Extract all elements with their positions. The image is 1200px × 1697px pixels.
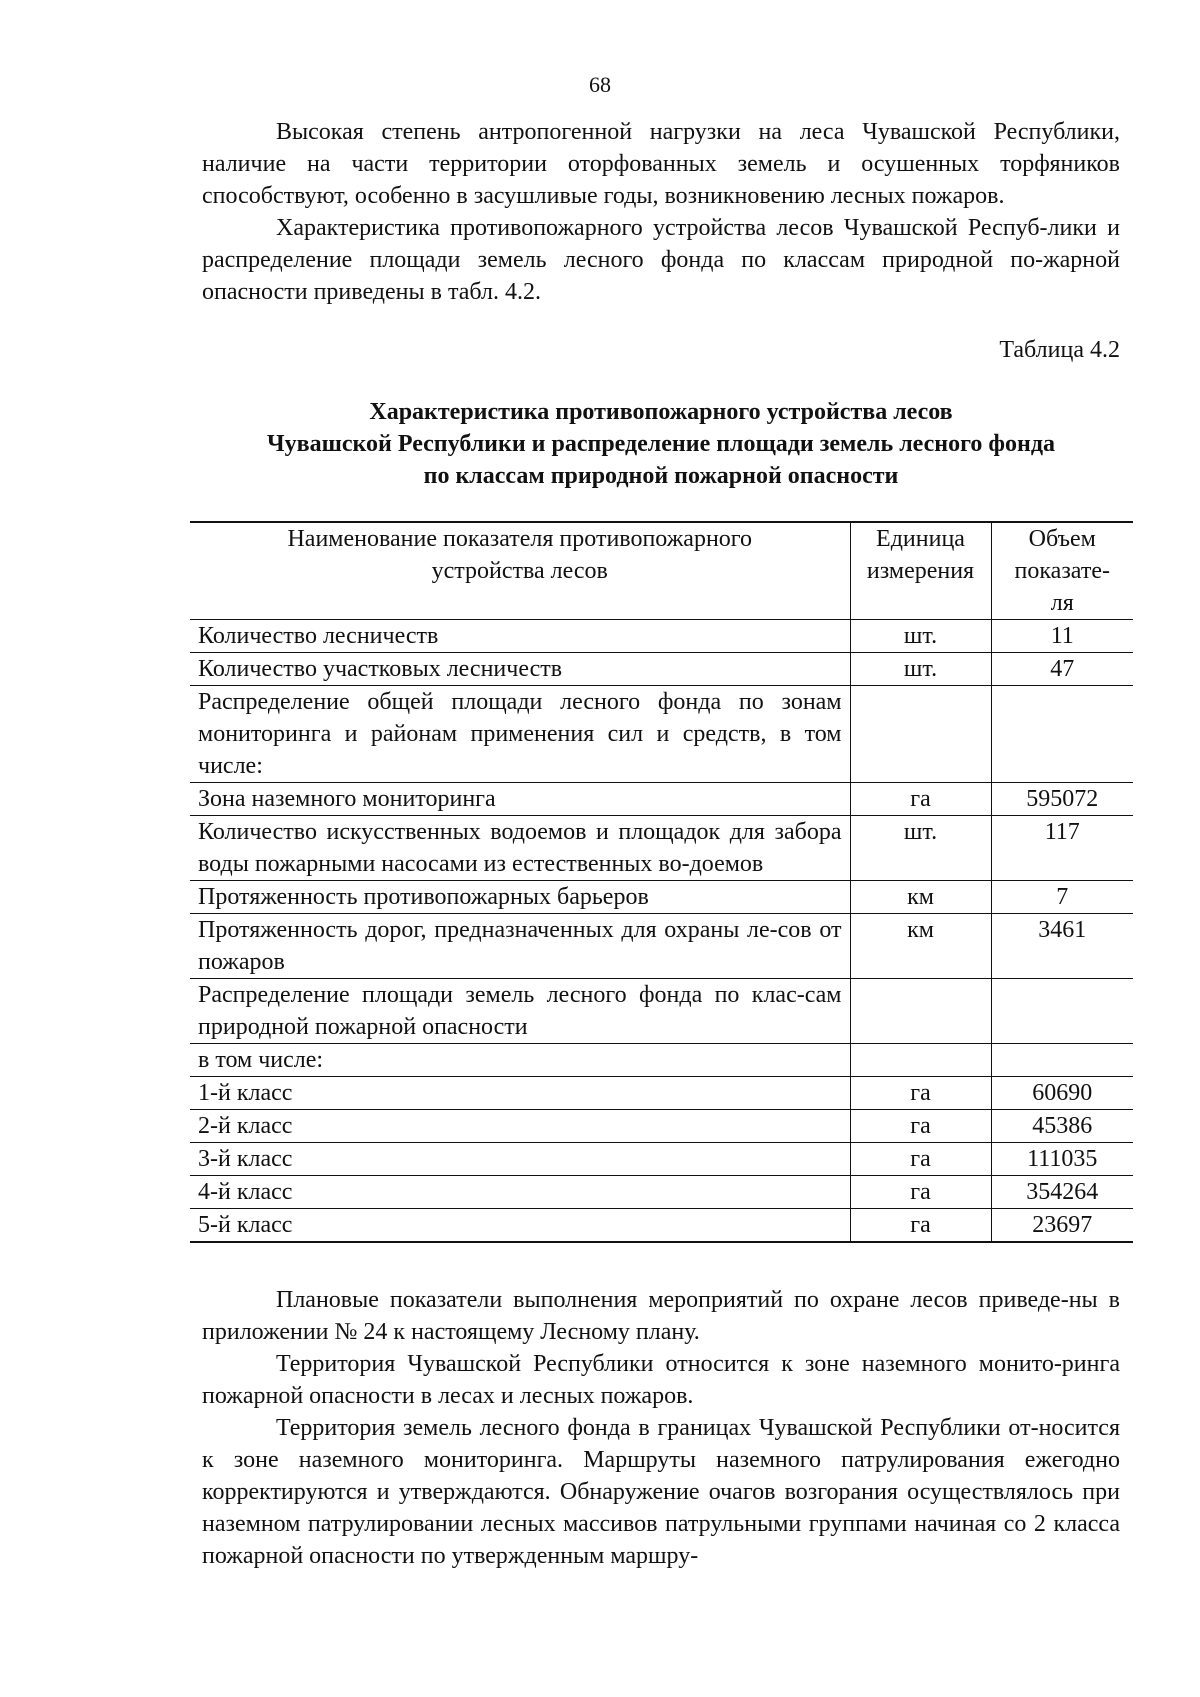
value-cell: 595072: [991, 783, 1133, 816]
indicator-name-cell: 2-й класс: [190, 1110, 850, 1143]
indicator-name-cell: Протяженность дорог, предназначенных для охраны ле-сов от пожаров: [190, 914, 850, 979]
value-cell: 45386: [991, 1110, 1133, 1143]
value-cell: 3461: [991, 914, 1133, 979]
unit-cell: шт.: [850, 816, 991, 881]
table-row: [190, 1044, 1133, 1077]
table-caption: Таблица 4.2: [999, 337, 1120, 363]
header-value: Объем показате-ля: [991, 522, 1133, 620]
unit-cell: км: [850, 914, 991, 979]
unit-cell: км: [850, 881, 991, 914]
indicator-name-cell: Протяженность противопожарных барьеров: [190, 881, 850, 914]
unit-cell: шт.: [850, 620, 991, 653]
value-cell: 354264: [991, 1176, 1133, 1209]
value-cell: [991, 979, 1133, 1044]
indicator-name-cell: 3-й класс: [190, 1143, 850, 1176]
paragraph: Характеристика противопожарного устройства лесов Чувашской Респуб-лики и распределение площади земель лесного фонда по классам природной по-жарной опасности приведены в табл. 4.2.: [202, 215, 1120, 305]
indicator-name-cell: Количество лесничеств: [190, 620, 850, 653]
table-title-line: Чувашской Республики и распределение площади земель лесного фонда: [267, 431, 1055, 457]
table-row: [190, 1176, 1133, 1209]
table-row: [190, 881, 1133, 914]
paragraph: Плановые показатели выполнения мероприятий по охране лесов приведе-ны в приложении № 24 к настоящему Лесному плану.: [202, 1287, 1120, 1345]
table-row: [190, 653, 1133, 686]
header-unit: Единица измерения: [850, 522, 991, 620]
table-row: [190, 1077, 1133, 1110]
indicator-name-cell: Распределение общей площади лесного фонда по зонам мониторинга и районам применения сил и средств, в том числе:: [190, 686, 850, 783]
table-title-line: Характеристика противопожарного устройства лесов: [369, 399, 953, 425]
value-cell: 23697: [991, 1209, 1133, 1243]
indicator-name-cell: в том числе:: [190, 1044, 850, 1077]
value-cell: 47: [991, 653, 1133, 686]
value-cell: 111035: [991, 1143, 1133, 1176]
unit-cell: [850, 979, 991, 1044]
indicator-name-cell: Количество искусственных водоемов и площадок для забора воды пожарными насосами из естественных во-доемов: [190, 816, 850, 881]
table-row: [190, 1209, 1133, 1243]
table-row: [190, 816, 1133, 881]
fire-protection-table: [190, 521, 1133, 1243]
table-row: [190, 686, 1133, 783]
page-number: 68: [589, 72, 611, 97]
paragraph: Территория земель лесного фонда в границах Чувашской Республики от-носится к зоне наземного мониторинга. Маршруты наземного патрулирования ежегодно корректируются и утверждаются. Обнаружение очагов возгорания осуществлялось при наземном патрулировании лесных массивов патрульными группами начиная со 2 класса пожарной опасности по утвержденным маршру-: [202, 1415, 1120, 1569]
indicator-name-cell: 5-й класс: [190, 1209, 850, 1243]
unit-cell: [850, 1044, 991, 1077]
table-title: [202, 396, 1120, 492]
table-row: [190, 1110, 1133, 1143]
value-cell: 117: [991, 816, 1133, 881]
table-row: [190, 914, 1133, 979]
indicator-name-cell: 4-й класс: [190, 1176, 850, 1209]
table-body: [190, 620, 1133, 1243]
unit-cell: га: [850, 1143, 991, 1176]
table-row: [190, 1143, 1133, 1176]
table-title-line: по классам природной пожарной опасности: [423, 463, 899, 489]
value-cell: 60690: [991, 1077, 1133, 1110]
unit-cell: га: [850, 1077, 991, 1110]
indicator-name-cell: Зона наземного мониторинга: [190, 783, 850, 816]
paragraph: Высокая степень антропогенной нагрузки на леса Чувашской Республики, наличие на части территории оторфованных земель и осушенных торфяников способствуют, особенно в засушливые годы, возникновению лесных пожаров.: [202, 119, 1120, 209]
value-cell: [991, 686, 1133, 783]
value-cell: 7: [991, 881, 1133, 914]
unit-cell: га: [850, 1176, 991, 1209]
paragraph: Территория Чувашской Республики относится к зоне наземного монито-ринга пожарной опасности в лесах и лесных пожаров.: [202, 1351, 1120, 1409]
value-cell: 11: [991, 620, 1133, 653]
table-header-row: [190, 522, 1133, 620]
indicator-name-cell: 1-й класс: [190, 1077, 850, 1110]
outro-text: [202, 1284, 1120, 1572]
table-row: [190, 979, 1133, 1044]
value-cell: [991, 1044, 1133, 1077]
table-row: [190, 620, 1133, 653]
header-indicator-name: Наименование показателя противопожарного устройства лесов: [190, 522, 850, 620]
unit-cell: га: [850, 1209, 991, 1243]
table-row: [190, 783, 1133, 816]
unit-cell: шт.: [850, 653, 991, 686]
indicator-name-cell: Распределение площади земель лесного фонда по клас-сам природной пожарной опасности: [190, 979, 850, 1044]
unit-cell: [850, 686, 991, 783]
indicator-name-cell: Количество участковых лесничеств: [190, 653, 850, 686]
unit-cell: га: [850, 1110, 991, 1143]
unit-cell: га: [850, 783, 991, 816]
intro-text: [202, 116, 1120, 308]
